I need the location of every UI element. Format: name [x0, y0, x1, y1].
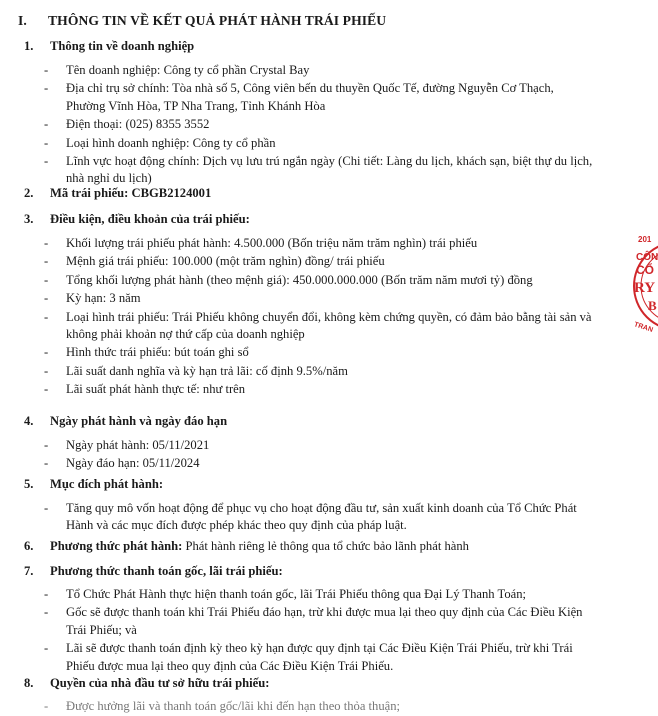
list-item: - Ngày đáo hạn: 05/11/2024	[44, 456, 200, 471]
list-item: - Tổ Chức Phát Hành thực hiện thanh toán gốc, lãi Trái Phiếu thông qua Đại Lý Thanh Toán;	[44, 587, 527, 601]
section-1-heading	[24, 38, 194, 55]
section-4-heading	[24, 413, 227, 430]
list-item: - Địa chỉ trụ sở chính: Tòa nhà số 5, Công viên bến du thuyền Quốc Tế, đường Nguyễn Cơ Thạch, Phường Vĩnh Hòa, TP Nha Trang, Tỉnh Khánh Hòa	[44, 81, 554, 113]
stamp-text-6: TRAN	[633, 321, 654, 334]
section-4-list	[44, 437, 595, 474]
section-title: Điều kiện, điều khoản của trái phiếu:	[50, 212, 250, 226]
list-item: - Lãi suất phát hành thực tế: như trên	[44, 382, 246, 397]
stamp-text-1: 201	[638, 235, 652, 244]
list-item: - Lãi sẽ được thanh toán định kỳ theo kỳ hạn được quy định tại Các Điều Kiện Trái Phiếu, trừ khi Trái Phiếu được mua lại theo quy định của Các Điều Kiện Trái Phiếu.	[44, 641, 573, 673]
main-heading-number: I.	[18, 13, 27, 28]
section-title: Phương thức phát hành:	[50, 539, 183, 553]
section-7-heading	[24, 563, 283, 580]
section-2-heading	[24, 185, 211, 202]
list-item: - Kỳ hạn: 3 năm	[44, 291, 141, 306]
section-number: 2.	[24, 186, 34, 200]
list-item: - Được hưởng lãi và thanh toán gốc/lãi khi đến hạn theo thỏa thuận;	[44, 699, 401, 713]
list-item: - Loại hình doanh nghiệp: Công ty cổ phần	[44, 135, 276, 150]
list-item: - Lãi suất danh nghĩa và kỳ hạn trả lãi: cố định 9.5%/năm	[44, 363, 348, 378]
section-title: Mục đích phát hành:	[50, 477, 164, 491]
list-item: - Hình thức trái phiếu: bút toán ghi sổ	[44, 345, 249, 360]
section-1-list	[44, 62, 595, 189]
section-3-heading	[24, 211, 250, 228]
section-number: 3.	[24, 212, 34, 226]
section-5-list	[44, 500, 595, 536]
section-8-heading	[24, 675, 269, 692]
section-number: 4.	[24, 414, 34, 428]
list-item: - Ngày phát hành: 05/11/2021	[44, 438, 210, 452]
list-item: - Lĩnh vực hoạt động chính: Dịch vụ lưu trú ngắn ngày (Chi tiết: Làng du lịch, khách sạn, biệt thự du lịch, nhà nghỉ du lịch)	[44, 154, 593, 186]
list-item: - Tên doanh nghiệp: Công ty cổ phần Crystal Bay	[44, 63, 310, 77]
section-title: Mã trái phiếu: CBGB2124001	[50, 186, 212, 200]
section-7-list	[44, 586, 595, 676]
stamp-text-4: RY	[634, 280, 656, 296]
section-6-heading	[24, 538, 469, 555]
list-item: - Loại hình trái phiếu: Trái Phiếu không chuyển đổi, không kèm chứng quyền, có đảm bảo bằng tài sản và không phải khoản nợ thứ cấp của doanh nghiệp	[44, 309, 592, 342]
section-5-heading	[24, 476, 163, 493]
section-title: Thông tin về doanh nghiệp	[50, 39, 195, 53]
stamp-text-5: B	[648, 298, 657, 313]
section-number: 8.	[24, 676, 34, 690]
stamp-text-2: CÔN	[636, 252, 658, 263]
main-heading-text: THÔNG TIN VỀ KẾT QUẢ PHÁT HÀNH TRÁI PHIẾU	[48, 13, 387, 28]
section-3-list	[44, 235, 595, 400]
section-number: 6.	[24, 539, 34, 553]
section-8-list	[44, 698, 595, 716]
list-item: - Gốc sẽ được thanh toán khi Trái Phiếu đáo hạn, trừ khi được mua lại theo quy định của Các Điều Kiện Trái Phiếu; và	[44, 605, 583, 637]
section-text: Phát hành riêng lẻ thông qua tổ chức bảo lãnh phát hành	[182, 539, 469, 553]
list-item: - Mệnh giá trái phiếu: 100.000 (một trăm nghìn) đồng/ trái phiếu	[44, 254, 385, 269]
section-number: 5.	[24, 477, 34, 491]
section-number: 7.	[24, 564, 34, 578]
list-item: - Tăng quy mô vốn hoạt động để phục vụ cho hoạt động đầu tư, sản xuất kinh doanh của Tổ Chức Phát Hành và các mục đích được phép khác theo quy định của pháp luật.	[44, 501, 577, 533]
stamp-text-3: CỔ	[636, 263, 654, 277]
section-title: Phương thức thanh toán gốc, lãi trái phiếu:	[50, 564, 283, 578]
company-stamp	[632, 222, 658, 352]
section-title: Ngày phát hành và ngày đáo hạn	[50, 414, 228, 428]
list-item: - Tổng khối lượng phát hành (theo mệnh giá): 450.000.000.000 (Bốn trăm năm mươi tỷ) đồng	[44, 272, 533, 287]
section-title: Quyền của nhà đầu tư sở hữu trái phiếu:	[50, 676, 270, 690]
main-heading	[18, 12, 386, 29]
section-number: 1.	[24, 39, 34, 53]
list-item: - Khối lượng trái phiếu phát hành: 4.500.000 (Bốn triệu năm trăm nghìn) trái phiếu	[44, 236, 478, 250]
list-item: - Điện thoại: (025) 8355 3552	[44, 117, 210, 132]
